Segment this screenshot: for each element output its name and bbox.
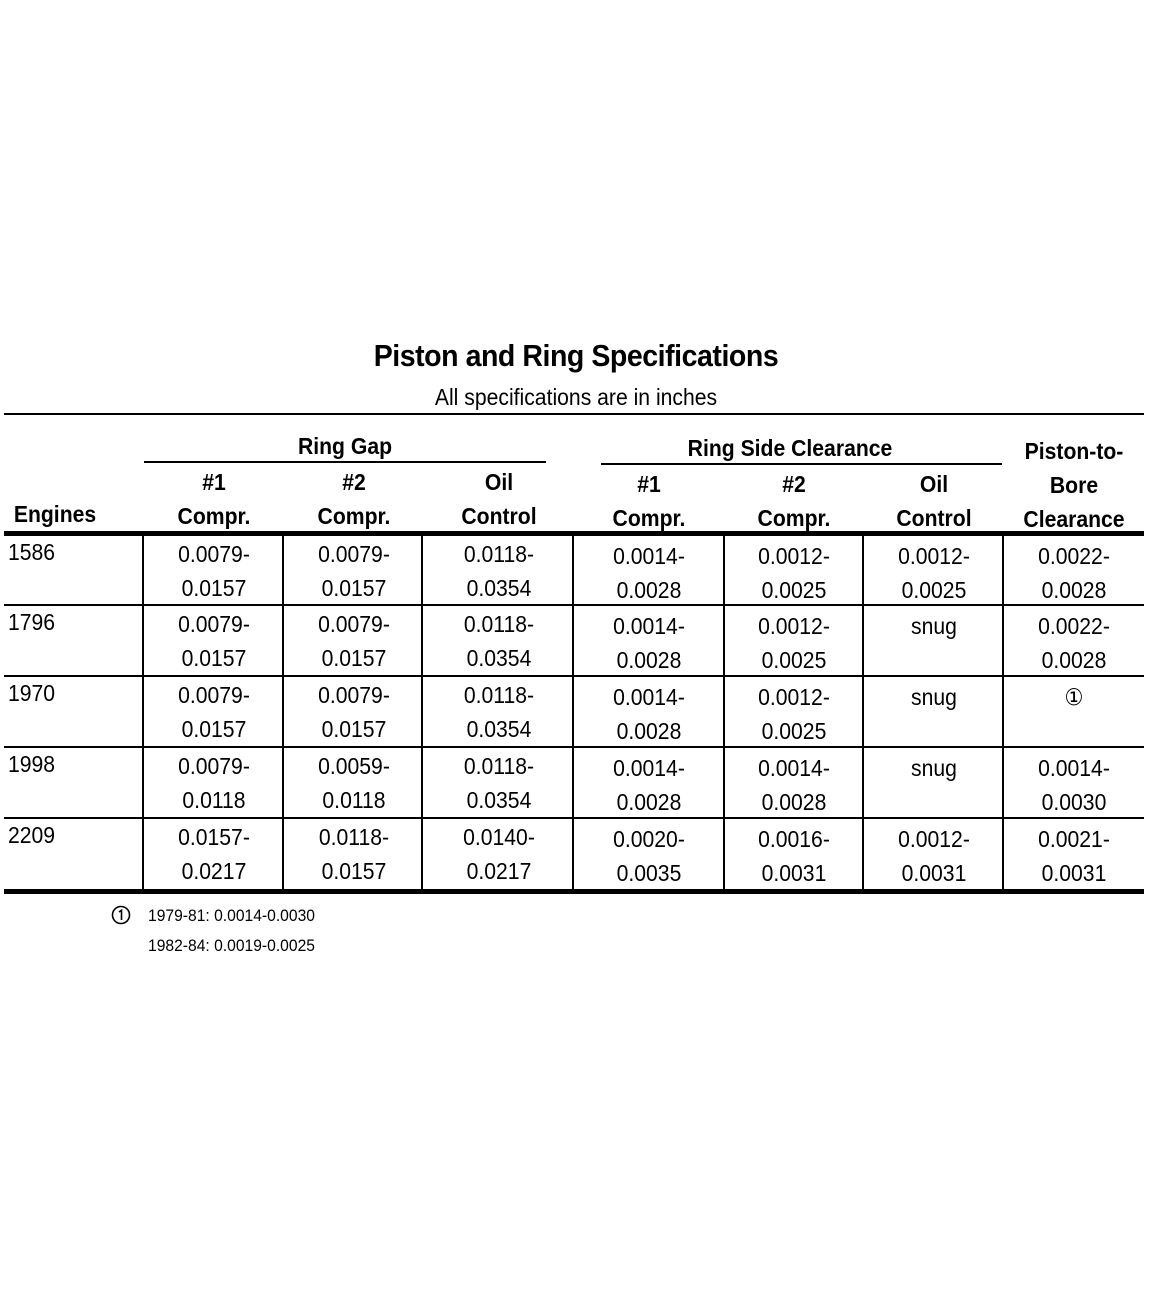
table-cell (580, 822, 718, 890)
cell-line: 0.0118 (322, 787, 386, 813)
cell-line: 0.0031 (761, 860, 827, 886)
cell-line: 0.0079- (178, 682, 250, 708)
table-cell (290, 820, 419, 888)
table-cell (870, 680, 999, 714)
page-title: Piston and Ring Specifications (373, 338, 779, 373)
cell-line: 0.0028 (761, 789, 827, 815)
cell-line: 0.0157 (321, 716, 387, 742)
table-cell (150, 820, 279, 888)
column-header-gap-2 (290, 465, 419, 533)
cell-line: 0.0079- (318, 682, 390, 708)
cell-line: 0.0012- (758, 613, 830, 639)
table-cell (430, 537, 568, 605)
engine-label: 1970 (8, 680, 56, 706)
cell-line: 0.0030 (1041, 789, 1107, 815)
table-cell (430, 820, 568, 888)
cell-line: 0.0118- (318, 824, 390, 850)
cell-line: 0.0217 (181, 858, 247, 884)
cell-line: 0.0022- (1038, 543, 1110, 569)
cell-line: 0.0028 (1041, 577, 1107, 603)
cell-line: 0.0025 (761, 647, 827, 673)
table-cell (870, 609, 999, 643)
cell-line: 0.0028 (616, 577, 682, 603)
cell-line: 0.0025 (761, 718, 827, 744)
column-header-gap-oil (430, 465, 568, 533)
group-ring-gap: Ring Gap (297, 433, 393, 459)
column-header-side-2 (730, 467, 859, 535)
table-cell (730, 822, 859, 890)
cell-line: 0.0079- (318, 611, 390, 637)
column-header-line: #1 (637, 471, 661, 497)
table-cell (1010, 751, 1139, 819)
column-header-line: Control (896, 505, 972, 531)
cell-line: 0.0025 (761, 577, 827, 603)
cell-line: 0.0354 (466, 645, 532, 671)
table-cell (730, 751, 859, 819)
cell-line: 0.0022- (1038, 613, 1110, 639)
table-cell (430, 678, 568, 746)
table-cell (1010, 609, 1139, 677)
cell-line: 0.0014- (613, 613, 685, 639)
cell-line: 0.0079- (178, 753, 250, 779)
circled-one-icon (110, 904, 132, 926)
table-cell (430, 749, 568, 817)
cell-line: 0.0035 (616, 860, 682, 886)
cell-line: 0.0354 (466, 716, 532, 742)
engine-label: 1998 (8, 751, 56, 777)
cell-line: 0.0028 (616, 718, 682, 744)
column-divider (421, 536, 423, 889)
table-cell (1010, 822, 1139, 890)
cell-line: 0.0020- (613, 826, 685, 852)
footnote-line-2: 1982-84: 0.0019-0.0025 (148, 936, 315, 955)
table-cell (290, 537, 419, 605)
cell-line: 0.0217 (466, 858, 532, 884)
table-cell (580, 609, 718, 677)
footnote-marker-icon (110, 904, 132, 931)
column-header-line: Compr. (757, 505, 831, 531)
cell-line: 0.0118 (182, 787, 246, 813)
cell-line: 0.0157 (181, 716, 247, 742)
engine-label: 1796 (8, 609, 56, 635)
cell-line: 0.0014- (613, 543, 685, 569)
cell-line: 0.0021- (1038, 826, 1110, 852)
cell-line: snug (911, 613, 957, 639)
column-divider (142, 536, 144, 889)
table-cell (290, 749, 419, 817)
table-cell (1010, 680, 1139, 714)
top-rule (4, 413, 1144, 415)
cell-line: 0.0079- (318, 541, 390, 567)
cell-line: 0.0028 (616, 789, 682, 815)
column-header-line: Compr. (612, 505, 686, 531)
cell-line: 0.0157 (181, 645, 247, 671)
column-header-side-1 (580, 467, 718, 535)
ring-gap-rule (144, 461, 546, 463)
cell-line: 0.0031 (1041, 860, 1107, 886)
cell-line: 0.0016- (758, 826, 830, 852)
cell-line: 0.0012- (898, 543, 970, 569)
cell-line: 0.0118- (463, 541, 535, 567)
table-cell (290, 607, 419, 675)
cell-line: ① (1064, 684, 1084, 710)
table-cell (730, 680, 859, 748)
column-header-line: Control (461, 503, 537, 529)
group-ring-side-clearance: Ring Side Clearance (687, 435, 893, 461)
table-cell (580, 680, 718, 748)
cell-line: 0.0118- (463, 753, 535, 779)
cell-line: 0.0025 (901, 577, 967, 603)
column-header-line: Compr. (177, 503, 251, 529)
column-divider (862, 536, 864, 889)
cell-line: 0.0157- (178, 824, 250, 850)
cell-line: 0.0157 (321, 575, 387, 601)
column-header-line: Clearance (1023, 506, 1125, 532)
column-header-gap-1 (150, 465, 279, 533)
cell-line: 0.0014- (758, 755, 830, 781)
cell-line: 0.0157 (321, 645, 387, 671)
cell-line: snug (911, 684, 957, 710)
column-header-piston-bore (1010, 434, 1139, 536)
cell-line: 0.0014- (1038, 755, 1110, 781)
table-cell (290, 678, 419, 746)
column-header-line: Compr. (317, 503, 391, 529)
column-divider (723, 536, 725, 889)
table-cell (580, 751, 718, 819)
table-cell (730, 609, 859, 677)
cell-line: 0.0014- (613, 755, 685, 781)
ring-side-clearance-rule (601, 463, 1002, 465)
column-divider (572, 536, 574, 889)
page-subtitle: All specifications are in inches (434, 384, 718, 410)
footnote-line-1: 1979-81: 0.0014-0.0030 (148, 906, 315, 925)
cell-line: 0.0157 (321, 858, 387, 884)
cell-line: 0.0354 (466, 787, 532, 813)
cell-line: 0.0118- (463, 682, 535, 708)
column-header-line: Oil (919, 471, 949, 497)
row-divider (4, 817, 1144, 819)
table-cell (150, 678, 279, 746)
table-cell (870, 539, 999, 607)
cell-line: 0.0012- (758, 543, 830, 569)
cell-line: 0.0012- (758, 684, 830, 710)
column-divider (282, 536, 284, 889)
column-header-line: Bore (1049, 472, 1099, 498)
cell-line: 0.0028 (616, 647, 682, 673)
cell-line: 0.0031 (901, 860, 967, 886)
table-cell (870, 822, 999, 890)
table-cell (1010, 539, 1139, 607)
column-header-engines: Engines (13, 501, 97, 527)
engine-label: 2209 (8, 822, 56, 848)
table-cell (150, 537, 279, 605)
cell-line: 0.0157 (181, 575, 247, 601)
row-divider (4, 675, 1144, 677)
table-cell (580, 539, 718, 607)
column-header-line: Piston-to- (1024, 438, 1124, 464)
column-header-side-oil (870, 467, 999, 535)
cell-line: 0.0012- (898, 826, 970, 852)
cell-line: 0.0079- (178, 611, 250, 637)
column-divider (1002, 536, 1004, 889)
cell-line: 0.0059- (318, 753, 390, 779)
table-cell (730, 539, 859, 607)
column-header-line: #2 (342, 469, 366, 495)
column-header-line: Oil (484, 469, 514, 495)
cell-line: 0.0354 (466, 575, 532, 601)
table-cell (430, 607, 568, 675)
table-cell (150, 607, 279, 675)
engine-label: 1586 (8, 539, 56, 565)
cell-line: 0.0079- (178, 541, 250, 567)
cell-line: 0.0014- (613, 684, 685, 710)
column-header-line: #2 (782, 471, 806, 497)
cell-line: 0.0028 (1041, 647, 1107, 673)
cell-line: 0.0118- (463, 611, 535, 637)
cell-line: snug (911, 755, 957, 781)
row-divider (4, 746, 1144, 748)
table-cell (870, 751, 999, 785)
table-cell (150, 749, 279, 817)
column-header-line: #1 (202, 469, 226, 495)
cell-line: 0.0140- (463, 824, 535, 850)
